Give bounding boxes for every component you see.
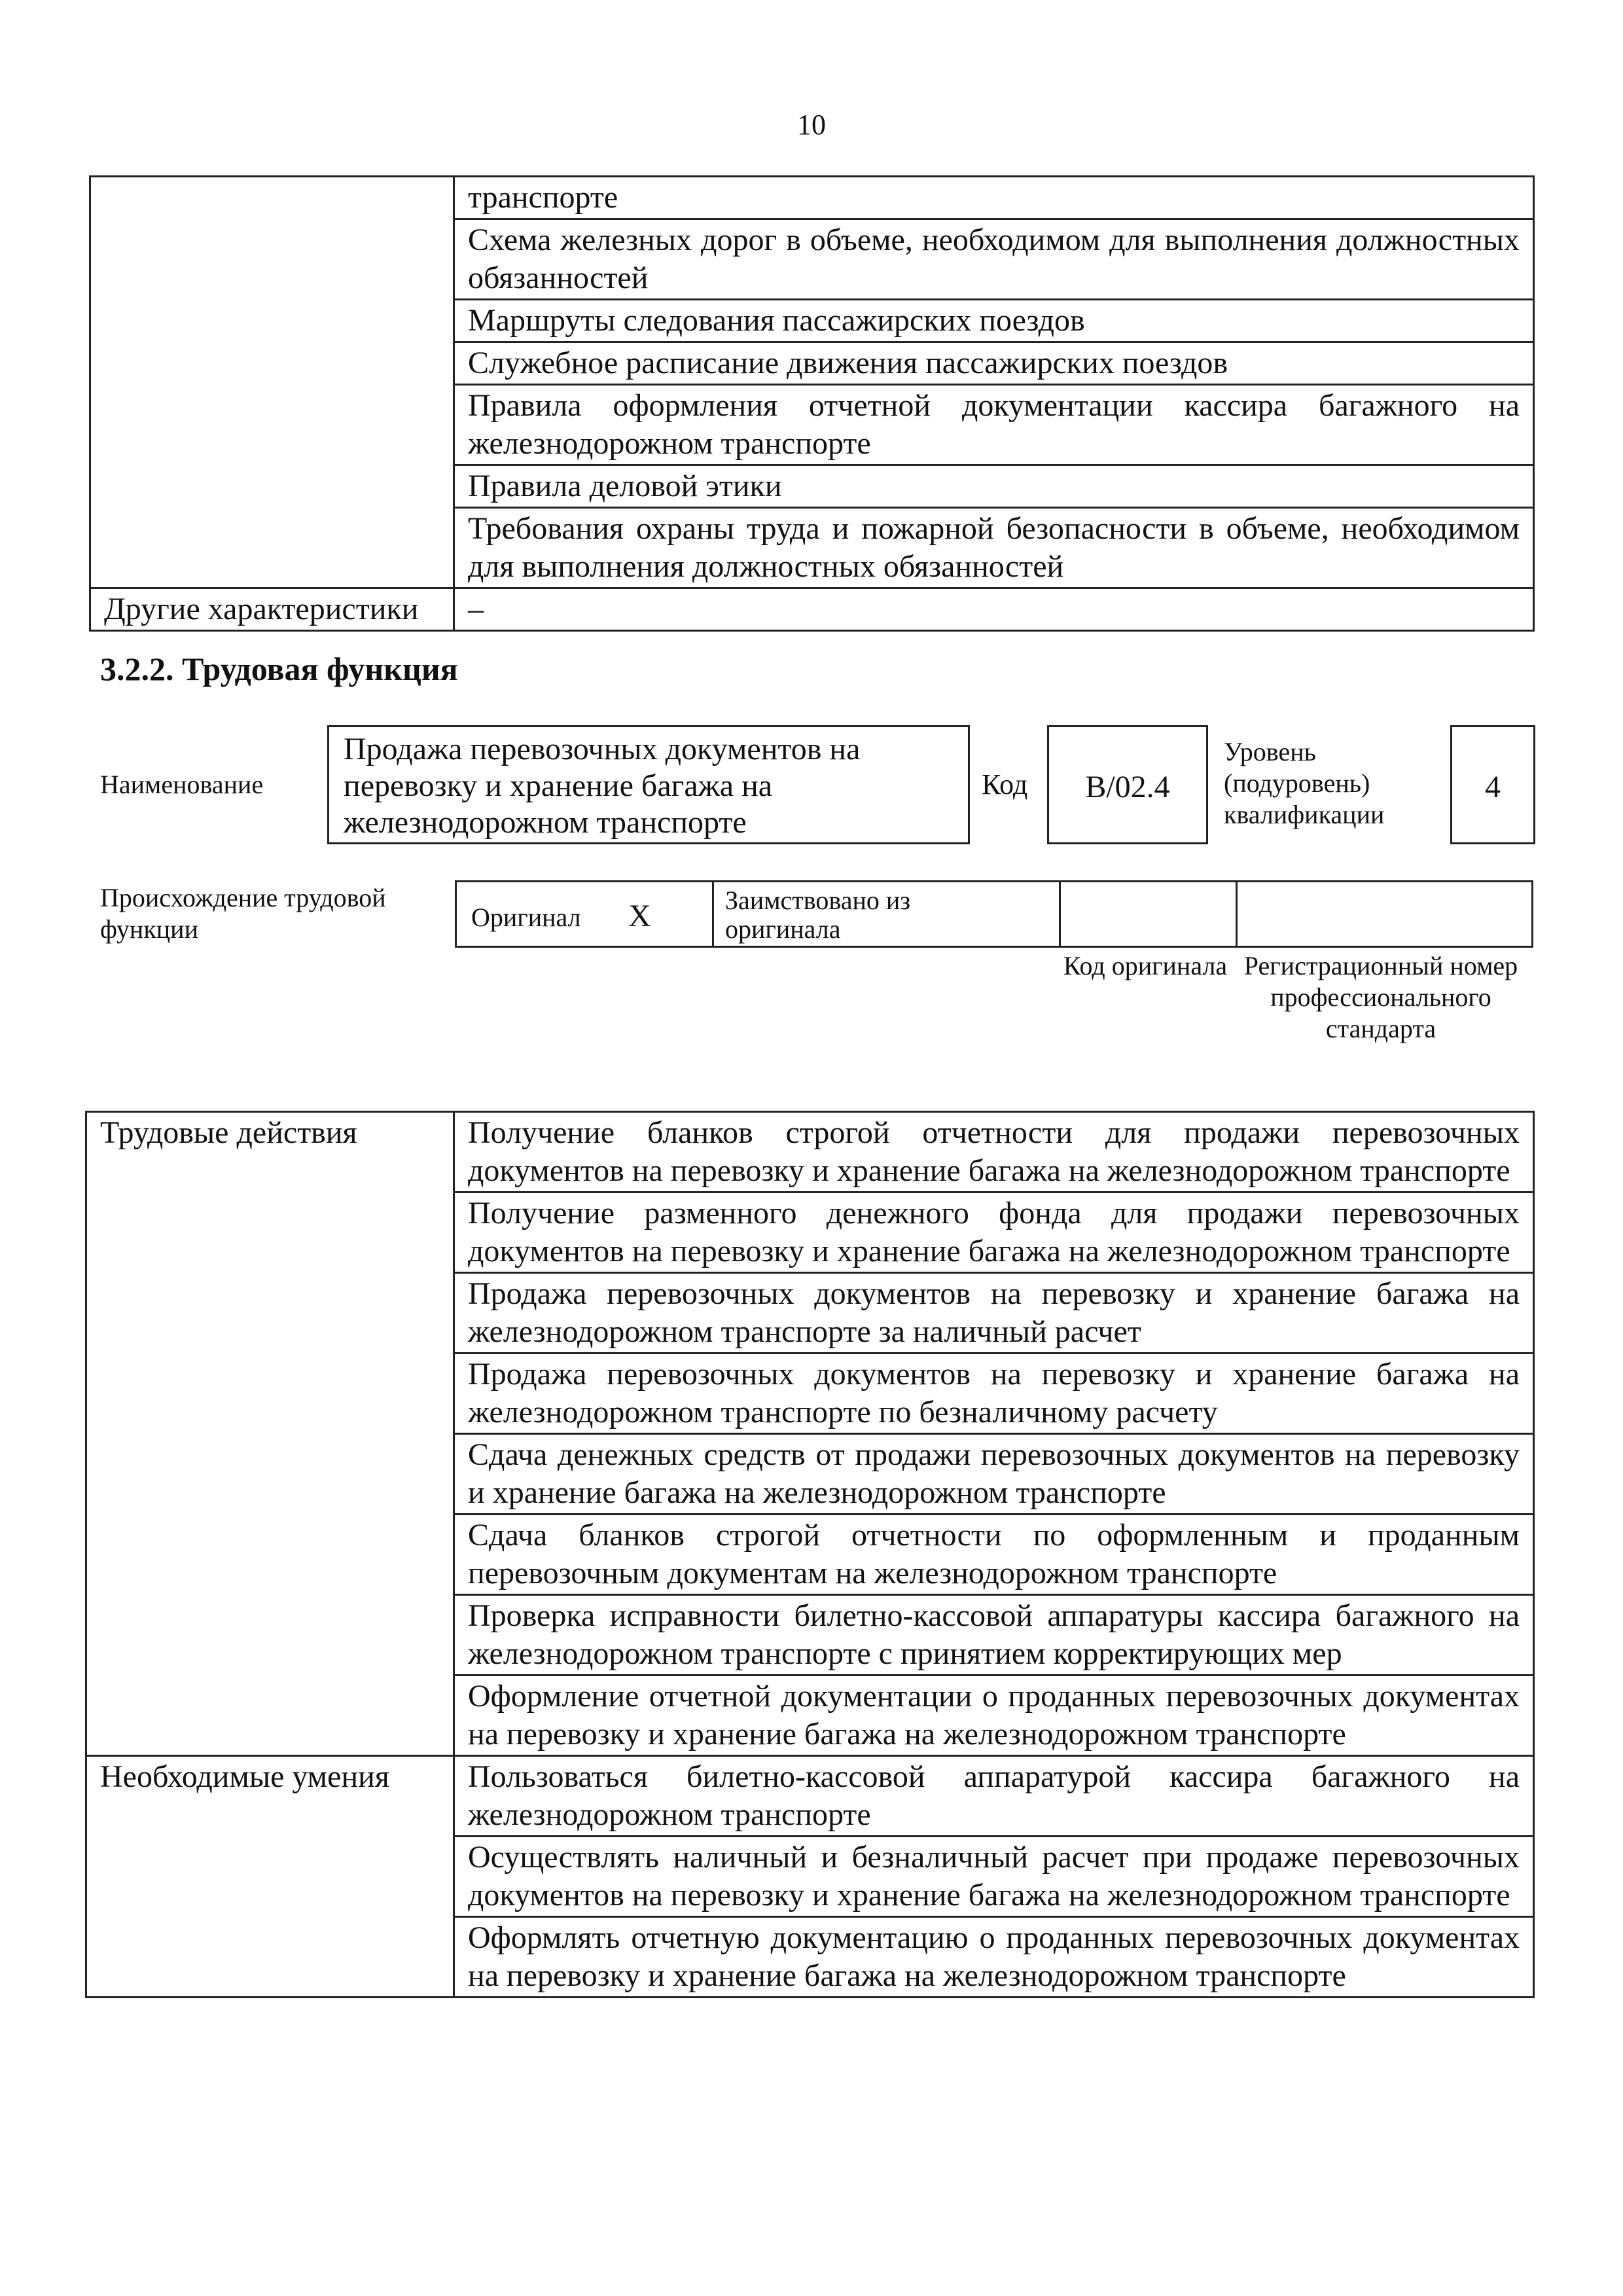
page-number: 10 (797, 109, 826, 141)
continuation-table (89, 175, 1535, 632)
code-label: Код (982, 768, 1028, 800)
borrowed-label: Заимствовано из оригинала (725, 886, 911, 944)
code-box (1047, 725, 1208, 844)
action-item: Проверка исправности билетно-кассовой аппаратуры кассира багажного на железнодорожном транспорте с принятием корректирующих мер (454, 1595, 1534, 1676)
level-label: Уровень (подуровень) квалификации (1224, 737, 1385, 829)
knowledge-item: транспорте (454, 177, 1534, 219)
code-value: B/02.4 (1085, 770, 1170, 804)
action-item: Продажа перевозочных документов на перевозку и хранение багажа на железнодорожном транспорте по безналичному расчету (454, 1354, 1534, 1434)
other-characteristics-value: – (454, 588, 1534, 631)
empty-label-cell (90, 177, 454, 588)
action-item: Получение бланков строгой отчетности для продажи перевозочных документов на перевозку и хранение багажа на железнодорожном транспорте (454, 1112, 1534, 1193)
knowledge-item: Маршруты следования пассажирских поездов (454, 300, 1534, 342)
name-value: Продажа перевозочных документов на перевозку и хранение багажа на железнодорожном транспорте (344, 732, 861, 840)
actions-label: Трудовые действия (86, 1112, 454, 1756)
name-label: Наименование (100, 770, 264, 799)
skill-item: Оформлять отчетную документацию о проданных перевозочных документах на перевозку и хранение багажа на железнодорожном транспорте (454, 1917, 1534, 1998)
origin-table (455, 880, 1533, 948)
knowledge-item: Требования охраны труда и пожарной безопасности в объеме, необходимом для выполнения должностных обязанностей (454, 508, 1534, 588)
original-label: Оригинал (471, 903, 581, 932)
action-item: Оформление отчетной документации о проданных перевозочных документах на перевозку и хранение багажа на железнодорожном транспорте (454, 1676, 1534, 1756)
knowledge-item: Правила деловой этики (454, 465, 1534, 508)
origin-divider (1059, 882, 1061, 946)
level-value: 4 (1485, 770, 1501, 804)
reg-number-caption: Регистрационный номер профессионального стандарта (1243, 951, 1518, 1043)
skill-item: Пользоваться билетно-кассовой аппаратурой кассира багажного на железнодорожном транспорте (454, 1756, 1534, 1837)
action-item: Продажа перевозочных документов на перевозку и хранение багажа на железнодорожном транспорте за наличный расчет (454, 1273, 1534, 1354)
original-mark: X (628, 899, 651, 933)
details-table (85, 1111, 1535, 1998)
origin-divider (712, 882, 714, 946)
knowledge-item: Служебное расписание движения пассажирских поездов (454, 342, 1534, 385)
origin-divider (1236, 882, 1238, 946)
section-heading: 3.2.2. Трудовая функция (100, 651, 458, 687)
skills-label: Необходимые умения (86, 1756, 454, 1998)
action-item: Получение разменного денежного фонда для продажи перевозочных документов на перевозку и хранение багажа на железнодорожном транспорте (454, 1193, 1534, 1273)
other-characteristics-label: Другие характеристики (90, 588, 454, 631)
action-item: Сдача бланков строгой отчетности по оформленным и проданным перевозочным документам на железнодорожном транспорте (454, 1515, 1534, 1595)
name-box (327, 725, 970, 844)
origin-label: Происхождение трудовой функции (100, 883, 386, 944)
level-box (1450, 725, 1535, 844)
skill-item: Осуществлять наличный и безналичный расчет при продаже перевозочных документов на перевозку и хранение багажа на железнодорожном транспорте (454, 1837, 1534, 1917)
knowledge-item: Правила оформления отчетной документации кассира багажного на железнодорожном транспорте (454, 385, 1534, 465)
code-original-caption: Код оригинала (1063, 951, 1228, 980)
knowledge-item: Схема железных дорог в объеме, необходимом для выполнения должностных обязанностей (454, 219, 1534, 300)
action-item: Сдача денежных средств от продажи перевозочных документов на перевозку и хранение багажа на железнодорожном транспорте (454, 1434, 1534, 1515)
